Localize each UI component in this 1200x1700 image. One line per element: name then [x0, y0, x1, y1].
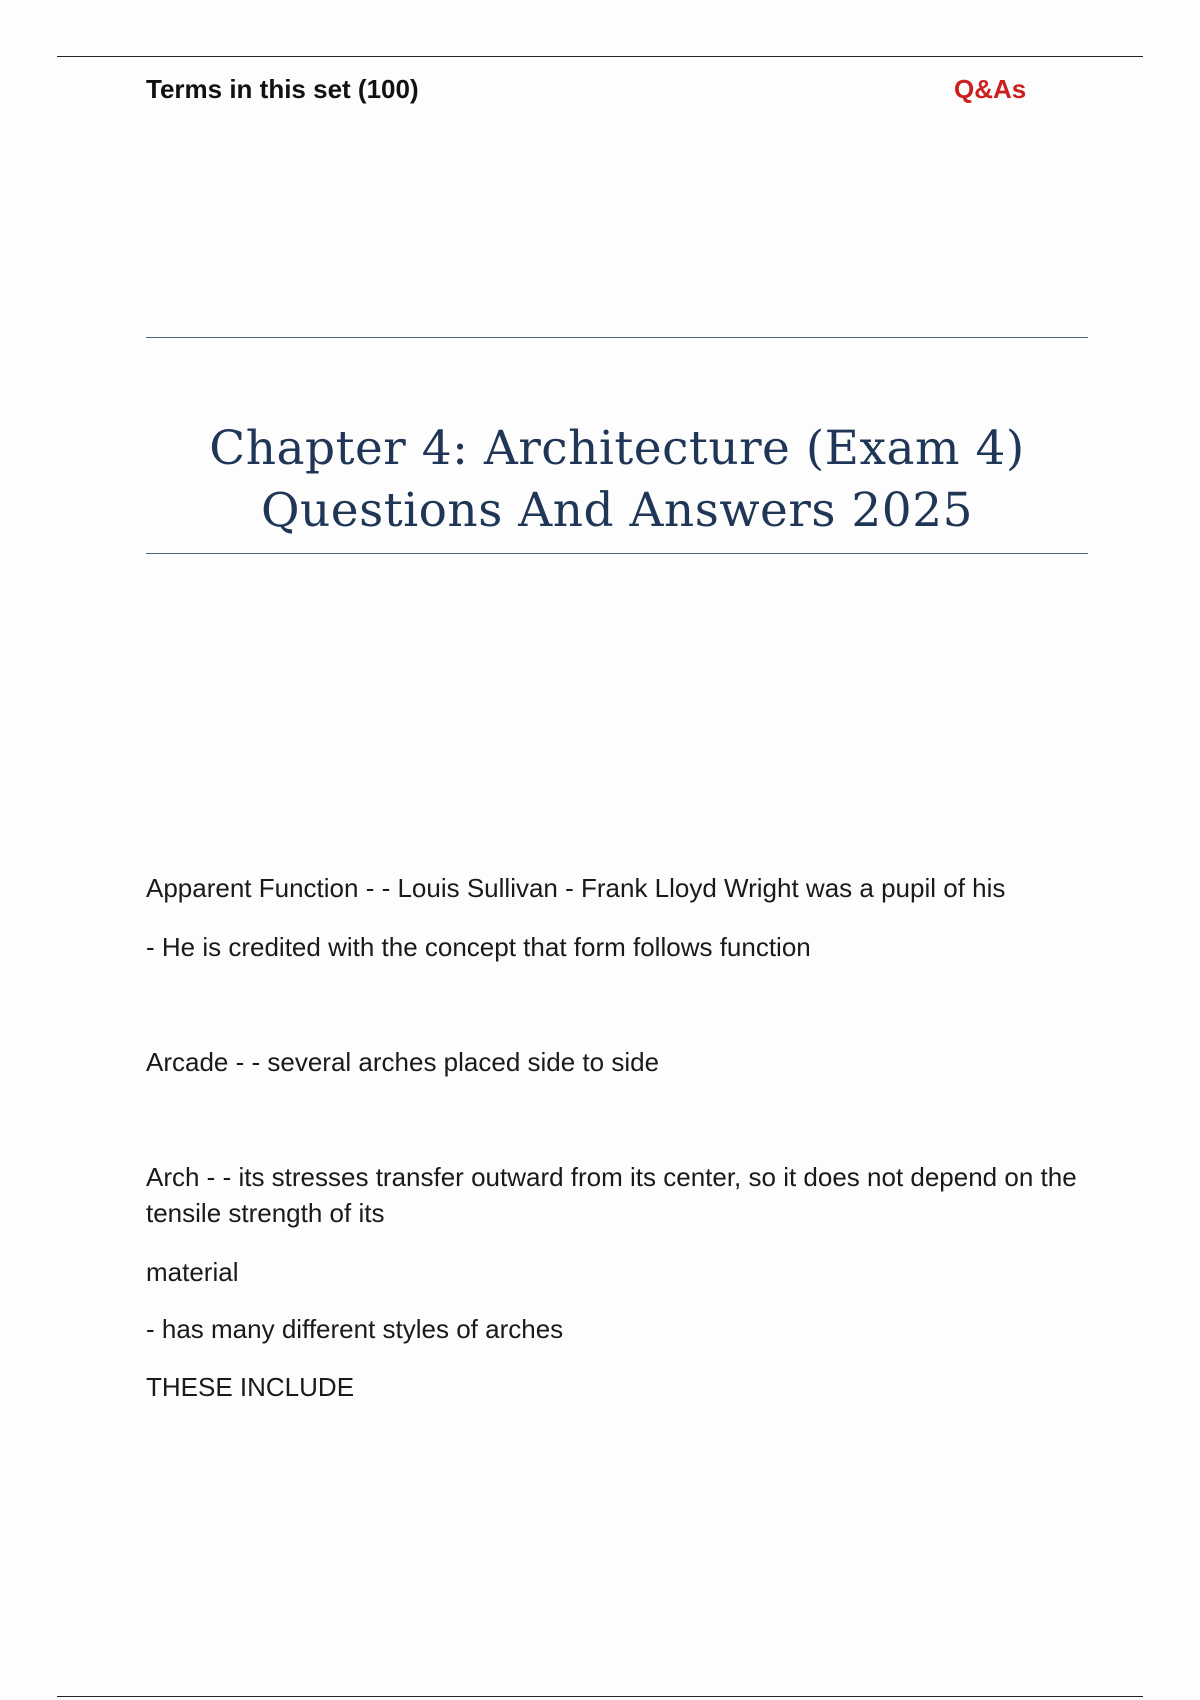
title-line-2: Questions And Answers 2025 [260, 483, 974, 538]
title-rule-top [146, 337, 1088, 338]
entry-arch-line-1: Arch - - its stresses transfer outward from its center, so it does not depend on the tensile strength of its [146, 1162, 1077, 1228]
entry-apparent-function-line-2: - He is credited with the concept that form follows function [146, 932, 811, 962]
entry-apparent-function-line-1: Apparent Function - - Louis Sullivan - Frank Lloyd Wright was a pupil of his [146, 873, 1006, 903]
entry-arch-line-3: - has many different styles of arches [146, 1314, 564, 1344]
bottom-divider [57, 1696, 1143, 1697]
title-line-1: Chapter 4: Architecture (Exam 4) [209, 421, 1025, 476]
entry-arch-line-2: material [146, 1257, 239, 1287]
terms-count-label: Terms in this set (100) [146, 74, 419, 104]
entry-arch-line-4: THESE INCLUDE [146, 1372, 355, 1402]
top-divider [57, 56, 1143, 57]
document-title [146, 418, 1088, 542]
title-rule-bottom [146, 553, 1088, 554]
entry-arcade-line-1: Arcade - - several arches placed side to side [146, 1047, 660, 1077]
qas-label: Q&As [954, 74, 1027, 104]
